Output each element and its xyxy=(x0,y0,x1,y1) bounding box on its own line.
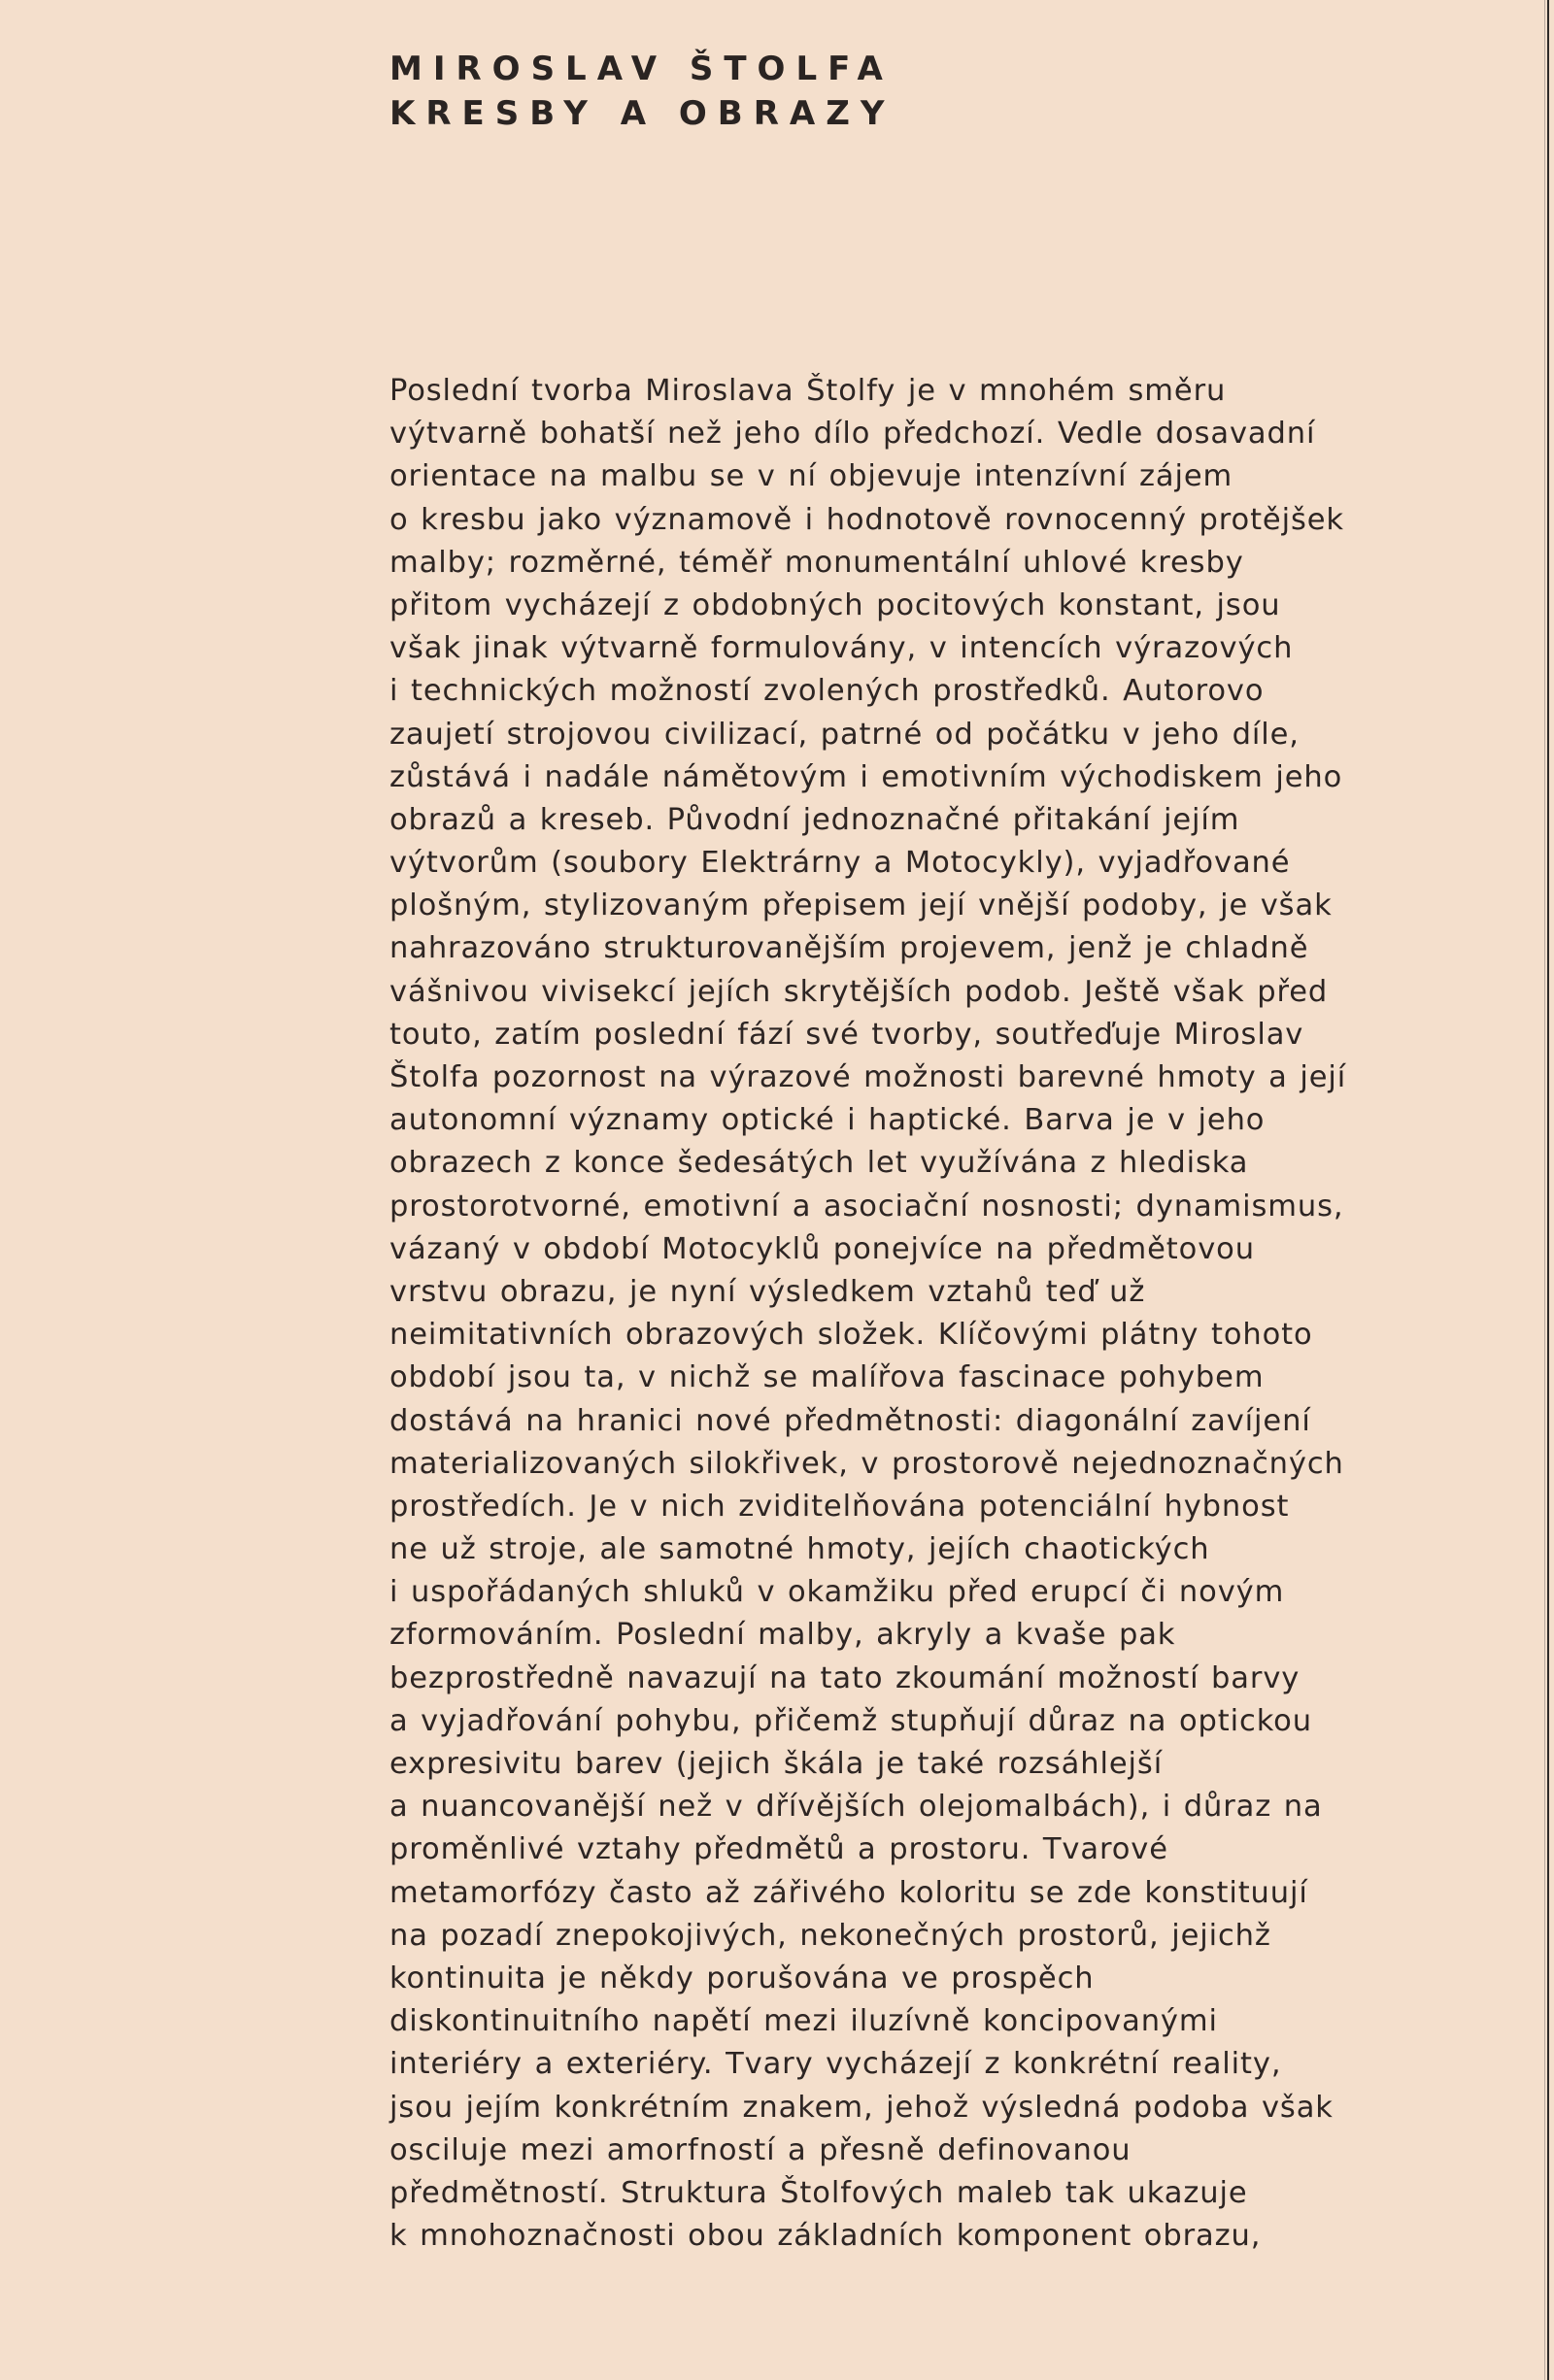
body-text-line: i uspořádaných shluků v okamžiku před erupcí či novým xyxy=(389,1575,1285,1610)
body-text-line: touto, zatím poslední fází své tvorby, soutřeďuje Miroslav xyxy=(389,1017,1304,1052)
body-text-line: jsou jejím konkrétním znakem, jehož výsledná podoba však xyxy=(389,2090,1334,2125)
page-edge-shadow xyxy=(1544,0,1545,2380)
body-text-line: zformováním. Poslední malby, akryly a kvaše pak xyxy=(389,1618,1176,1653)
body-text-line: k mnohoznačnosti obou základních komponent obrazu, xyxy=(389,2219,1262,2254)
body-text-line: Poslední tvorba Miroslava Štolfy je v mnohém směru xyxy=(389,374,1227,408)
body-text-line: a vyjadřování pohybu, přičemž stupňují důraz na optickou xyxy=(389,1703,1312,1738)
body-text-line: neimitativních obrazových složek. Klíčovými plátny tohoto xyxy=(389,1318,1313,1353)
body-text-line: výtvorům (soubory Elektrárny a Motocykly), vyjadřované xyxy=(389,846,1291,881)
page-edge-border xyxy=(1547,0,1549,2380)
body-text-line: na pozadí znepokojivých, nekonečných prostorů, jejichž xyxy=(389,1918,1271,1953)
body-text-line: vázaný v období Motocyklů ponejvíce na předmětovou xyxy=(389,1231,1255,1266)
body-text-line: autonomní významy optické i haptické. Barva je v jeho xyxy=(389,1103,1266,1138)
body-text-line: osciluje mezi amorfností a přesně definovanou xyxy=(389,2132,1132,2167)
body-text-line: obrazech z konce šedesátých let využívána z hlediska xyxy=(389,1146,1249,1181)
body-text-line: bezprostředně navazují na tato zkoumání možností barvy xyxy=(389,1660,1301,1695)
body-text-line: prostorotvorné, emotivní a asociační nosnosti; dynamismus, xyxy=(389,1189,1344,1224)
body-text-line: období jsou ta, v nichž se malířova fascinace pohybem xyxy=(389,1360,1265,1395)
body-text-line: přitom vycházejí z obdobných pocitových konstant, jsou xyxy=(389,587,1281,622)
publication-title: KRESBY A OBRAZY xyxy=(389,94,895,133)
body-text-line: i technických možností zvolených prostředků. Autorovo xyxy=(389,674,1265,709)
body-text-line: výtvarně bohatší než jeho dílo předchozí. Vedle dosavadní xyxy=(389,417,1316,452)
body-text-line: dostává na hranici nové předmětnosti: diagonální zavíjení xyxy=(389,1403,1311,1438)
body-paragraph xyxy=(389,370,1438,2258)
body-text-line: plošným, stylizovaným přepisem její vnější podoby, je však xyxy=(389,888,1333,923)
body-text-line: diskontinuitního napětí mezi iluzívně koncipovanými xyxy=(389,2004,1218,2039)
body-text-line: však jinak výtvarně formulovány, v intencích výrazových xyxy=(389,631,1294,666)
document-header xyxy=(389,47,1361,136)
body-text-line: o kresbu jako významově i hodnotově rovnocenný protějšek xyxy=(389,502,1344,537)
body-text-line: zůstává i nadále námětovým i emotivním východiskem jeho xyxy=(389,759,1343,794)
body-text-line: ne už stroje, ale samotné hmoty, jejích chaotických xyxy=(389,1532,1210,1567)
body-text-line: malby; rozměrné, téměř monumentální uhlové kresby xyxy=(389,545,1244,580)
body-text-line: zaujetí strojovou civilizací, patrné od počátku v jeho díle, xyxy=(389,717,1300,752)
body-text-line: materializovaných silokřivek, v prostorově nejednoznačných xyxy=(389,1446,1344,1481)
body-text-line: kontinuita je někdy porušována ve prospěch xyxy=(389,1961,1095,1995)
body-text-line: prostředích. Je v nich zviditelňována potenciální hybnost xyxy=(389,1489,1290,1524)
body-text-line: nahrazováno strukturovanějším projevem, jenž je chladně xyxy=(389,931,1309,966)
body-text-line: vášnivou vivisekcí jejích skrytějších podob. Ještě však před xyxy=(389,974,1329,1009)
body-text-line: expresivitu barev (jejich škála je také rozsáhlejší xyxy=(389,1747,1164,1781)
body-text-line: metamorfózy často až zářivého koloritu se zde konstituují xyxy=(389,1875,1308,1910)
body-text-line: obrazů a kreseb. Původní jednoznačné přitakání jejím xyxy=(389,802,1240,837)
body-text-line: a nuancovanější než v dřívějších olejomalbách), i důraz na xyxy=(389,1790,1323,1825)
body-text-line: interiéry a exteriéry. Tvary vycházejí z konkrétní reality, xyxy=(389,2047,1282,2082)
body-text-line: předmětností. Struktura Štolfových maleb tak ukazuje xyxy=(389,2175,1248,2210)
body-text-line: orientace na malbu se v ní objevuje intenzívní zájem xyxy=(389,459,1233,494)
body-text-line: Štolfa pozornost na výrazové možnosti barevné hmoty a její xyxy=(389,1060,1347,1094)
body-text-line: vrstvu obrazu, je nyní výsledkem vztahů teď už xyxy=(389,1274,1146,1309)
author-name: MIROSLAV ŠTOLFA xyxy=(389,50,894,88)
body-text-line: proměnlivé vztahy předmětů a prostoru. Tvarové xyxy=(389,1832,1168,1867)
